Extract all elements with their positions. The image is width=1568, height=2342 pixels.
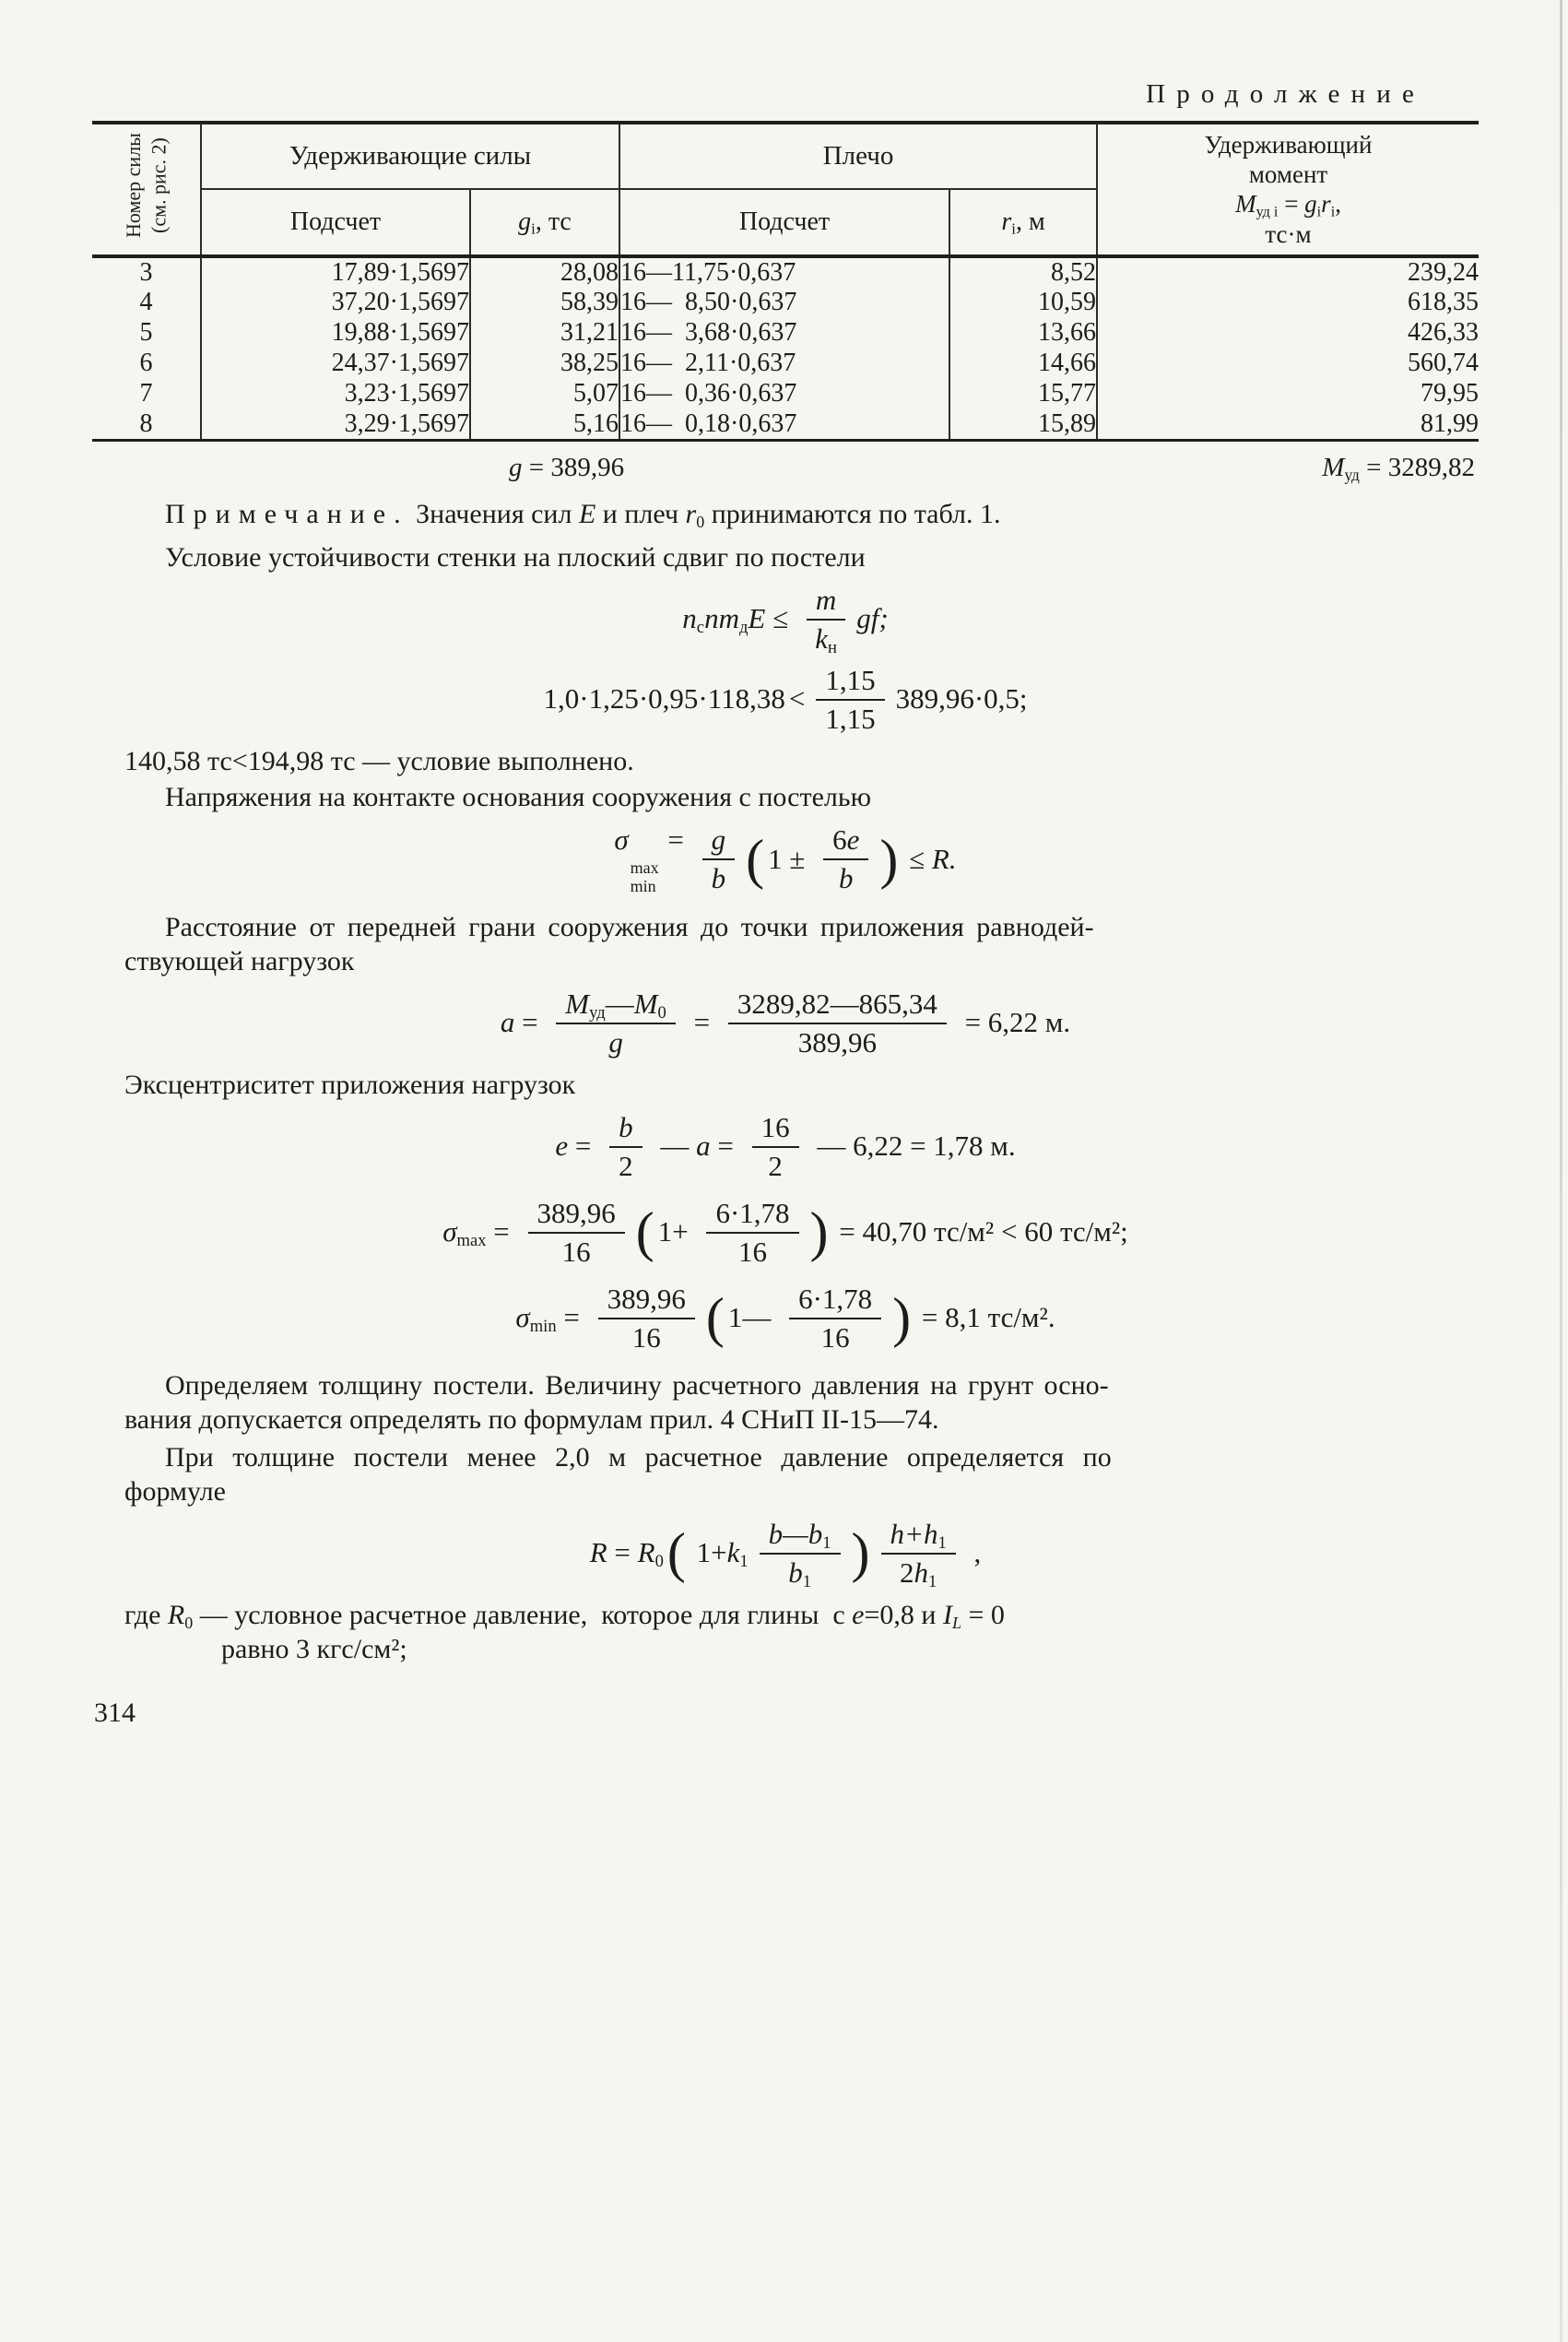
cell-moment-value: 81,99 bbox=[1097, 409, 1479, 441]
table-row bbox=[92, 409, 1479, 441]
formula-text: 389,96·0,5; bbox=[895, 682, 1028, 716]
cell-lever-calc: 16—11,75·0,637 bbox=[619, 256, 949, 288]
cell-lever-calc: 16— 2,11·0,637 bbox=[619, 349, 949, 379]
fraction: $\frac{М_{уд}—М_0}{g}$ bbox=[556, 988, 676, 1059]
para-bed-thickness bbox=[124, 1368, 1450, 1437]
cell-lever-calc: 16— 0,36·0,637 bbox=[619, 379, 949, 409]
cell-moment-value: 239,24 bbox=[1097, 256, 1479, 288]
cell-holding-calc: 17,89·1,5697 bbox=[201, 256, 470, 288]
fraction: $\frac{16}{2}$ bbox=[752, 1111, 799, 1182]
formula-text: e = bbox=[555, 1130, 599, 1163]
formula-text: $\sigma_{min}$ = bbox=[515, 1301, 587, 1337]
para-stresses: Напряжения на контакте основания сооружения с постелью bbox=[165, 781, 871, 812]
cell-r-value: 8,52 bbox=[949, 256, 1097, 288]
fraction: $\frac{b—b_1}{b_1}$ bbox=[760, 1518, 841, 1589]
fraction: $\frac{h+h_1}{2h_1}$ bbox=[881, 1518, 956, 1589]
note-label: Примечание. bbox=[165, 498, 409, 529]
fraction: $\frac{6e}{b}$ bbox=[823, 823, 868, 894]
fraction: $\frac{3289,82—865,34}{389,96}$ bbox=[728, 988, 947, 1059]
formula-text: , bbox=[966, 1536, 982, 1569]
fraction: $\frac{1,15}{1,15}$ bbox=[816, 664, 884, 735]
right-paren: ) bbox=[892, 1287, 912, 1349]
cell-moment-value: 79,95 bbox=[1097, 379, 1479, 409]
moment-header-unit: тс·м bbox=[1265, 219, 1312, 248]
cell-lever-calc: 16— 8,50·0,637 bbox=[619, 288, 949, 318]
cell-r-value: 13,66 bbox=[949, 318, 1097, 349]
cell-holding-calc: 24,37·1,5697 bbox=[201, 349, 470, 379]
cell-r-value: 14,66 bbox=[949, 349, 1097, 379]
cell-r-value: 15,89 bbox=[949, 409, 1097, 441]
left-paren: ( bbox=[635, 1201, 654, 1263]
formula-text: — a = bbox=[653, 1130, 741, 1163]
moment-header-formula: $М_{уд i} = g_ir_i$, bbox=[1235, 190, 1341, 220]
total-g: g = 389,96 bbox=[509, 452, 625, 482]
formula-eccentricity bbox=[92, 1111, 1479, 1182]
fraction: $\frac{b}{2}$ bbox=[609, 1111, 643, 1182]
fraction: $\frac{389,96}{16}$ bbox=[598, 1283, 695, 1354]
formula-text: $R = R_0$ bbox=[589, 1536, 664, 1572]
table-row bbox=[92, 256, 1479, 288]
col-header-r: $r_i$, м bbox=[949, 189, 1097, 255]
cell-g-value: 38,25 bbox=[470, 349, 619, 379]
para-distance bbox=[124, 910, 1450, 978]
table-row bbox=[92, 288, 1479, 318]
cell-g-value: 5,16 bbox=[470, 409, 619, 441]
formula-text: gf; bbox=[856, 602, 889, 635]
formula-text: — 6,22 = 1,78 м. bbox=[809, 1130, 1016, 1163]
para-line: Расстояние от передней грани сооружения до точки приложения равнодей- bbox=[165, 911, 1094, 942]
formula-text: a = bbox=[500, 1006, 546, 1039]
formula-contact-stress bbox=[92, 823, 1479, 895]
para-check-result: 140,58 тс<194,98 тс — условие выполнено. bbox=[124, 745, 634, 776]
fraction: $\frac{m}{k_н}$ bbox=[807, 584, 845, 655]
right-paren: ) bbox=[809, 1201, 829, 1263]
col-group-lever: Плечо bbox=[619, 123, 1097, 189]
fraction: $\frac{389,96}{16}$ bbox=[528, 1197, 625, 1268]
cell-force-number: 8 bbox=[92, 409, 201, 441]
formula-text: $\sigma_{max}$ = bbox=[442, 1215, 517, 1251]
col-header-g: $g_i$, тс bbox=[470, 189, 619, 255]
formula-text: 1 ± bbox=[768, 842, 813, 875]
table-header-group-row bbox=[92, 123, 1479, 189]
formula-text: $1+k_1$ bbox=[689, 1536, 749, 1572]
right-paren: ) bbox=[851, 1522, 870, 1584]
formula-text: < bbox=[788, 682, 806, 716]
para-where bbox=[124, 1598, 1450, 1666]
cell-g-value: 58,39 bbox=[470, 288, 619, 318]
moment-header-line1: Удерживающий bbox=[1204, 130, 1373, 159]
cell-holding-calc: 19,88·1,5697 bbox=[201, 318, 470, 349]
col-header-number bbox=[92, 123, 201, 256]
content-area bbox=[92, 0, 1479, 1729]
max-min-stack: max min bbox=[630, 858, 659, 895]
cell-r-value: 15,77 bbox=[949, 379, 1097, 409]
continuation-label: Продолжение bbox=[1146, 79, 1425, 109]
cell-holding-calc: 3,23·1,5697 bbox=[201, 379, 470, 409]
cell-g-value: 31,21 bbox=[470, 318, 619, 349]
formula-text: = 8,1 тс/м². bbox=[914, 1301, 1055, 1334]
fraction: $\frac{6\cdot 1,78}{16}$ bbox=[789, 1283, 881, 1354]
para-formula-intro bbox=[124, 1440, 1450, 1508]
col-group-holding-forces: Удерживающие силы bbox=[201, 123, 619, 189]
formula-text: $n_сnm_дE$ ≤ bbox=[682, 602, 796, 638]
table-row bbox=[92, 379, 1479, 409]
cell-holding-calc: 3,29·1,5697 bbox=[201, 409, 470, 441]
table-row bbox=[92, 318, 1479, 349]
para-line: При толщине постели менее 2,0 м расчетное давление определяется по bbox=[165, 1441, 1112, 1473]
cell-moment-value: 560,74 bbox=[1097, 349, 1479, 379]
table-row bbox=[92, 349, 1479, 379]
cell-force-number: 6 bbox=[139, 349, 153, 378]
para-eccentricity: Эксцентриситет приложения нагрузок bbox=[124, 1069, 576, 1100]
formula-text: σ max min = bbox=[614, 822, 691, 895]
fraction: $\frac{6\cdot 1,78}{16}$ bbox=[706, 1197, 798, 1268]
formula-text: ≤ R. bbox=[902, 842, 957, 875]
forces-table bbox=[92, 121, 1479, 442]
table-totals-row bbox=[92, 449, 1479, 488]
formula-text: 1,0·1,25·0,95·118,38 bbox=[543, 682, 785, 716]
cell-force-number: 5 bbox=[139, 318, 153, 348]
col-header-calc2: Подсчет bbox=[619, 189, 949, 255]
cell-moment-value: 426,33 bbox=[1097, 318, 1479, 349]
para-line: где $R_0$ — условное расчетное давление, которое для глины с e=0,8 и $I_L = 0$ bbox=[124, 1599, 1005, 1632]
cell-holding-calc: 37,20·1,5697 bbox=[201, 288, 470, 318]
left-paren: ( bbox=[705, 1287, 725, 1349]
note: Примечание. Значения сил Е и плеч $r_0$ принимаются по табл. 1. bbox=[165, 498, 1001, 531]
para-line: Определяем толщину постели. Величину расчетного давления на грунт осно- bbox=[165, 1369, 1109, 1401]
cell-lever-calc: 16— 3,68·0,637 bbox=[619, 318, 949, 349]
formula-sigma-max bbox=[92, 1197, 1479, 1268]
left-paren: ( bbox=[666, 1522, 686, 1584]
right-paren: ) bbox=[879, 828, 899, 890]
cell-moment-value: 618,35 bbox=[1097, 288, 1479, 318]
formula-numeric-check bbox=[92, 664, 1479, 735]
page-edge-shadow bbox=[1560, 0, 1562, 2342]
para-line: формуле bbox=[124, 1475, 226, 1507]
cell-g-value: 28,08 bbox=[470, 256, 619, 288]
formula-text: 1+ bbox=[657, 1215, 696, 1248]
formula-text: 1— bbox=[727, 1301, 779, 1334]
para-stability-condition: Условие устойчивости стенки на плоский сдвиг по постели bbox=[165, 541, 866, 573]
formula-sigma-min bbox=[92, 1283, 1479, 1354]
total-moment: $М_{уд} = 3289,82$ bbox=[1322, 452, 1475, 484]
formula-text: = bbox=[686, 1006, 717, 1039]
formula-design-pressure bbox=[92, 1517, 1479, 1592]
col-header-calc1: Подсчет bbox=[201, 189, 470, 255]
cell-g-value: 5,07 bbox=[470, 379, 619, 409]
cell-force-number: 4 bbox=[139, 288, 153, 317]
formula-sliding-stability bbox=[92, 584, 1479, 655]
cell-lever-calc: 16— 0,18·0,637 bbox=[619, 409, 949, 441]
page-number: 314 bbox=[94, 1697, 136, 1728]
formula-text: = 6,22 м. bbox=[957, 1006, 1071, 1039]
formula-text: = 40,70 тс/м² < 60 тс/м²; bbox=[831, 1215, 1128, 1248]
para-line: ствующей нагрузок bbox=[124, 945, 355, 976]
para-line: равно 3 кгс/см²; bbox=[221, 1633, 407, 1664]
cell-force-number: 7 bbox=[139, 379, 153, 408]
fraction: $\frac{g}{b}$ bbox=[702, 823, 736, 894]
col-header-moment bbox=[1097, 123, 1479, 256]
cell-force-number: 3 bbox=[139, 257, 153, 287]
formula-resultant-distance bbox=[92, 988, 1479, 1059]
left-paren: ( bbox=[746, 828, 765, 890]
para-line: вания допускается определять по формулам прил. 4 СНиП II-15—74. bbox=[124, 1403, 939, 1435]
moment-header-line2: момент bbox=[1248, 160, 1328, 188]
col-header-number-label: Номер силы (см. рис. 2) bbox=[122, 133, 171, 238]
cell-r-value: 10,59 bbox=[949, 288, 1097, 318]
